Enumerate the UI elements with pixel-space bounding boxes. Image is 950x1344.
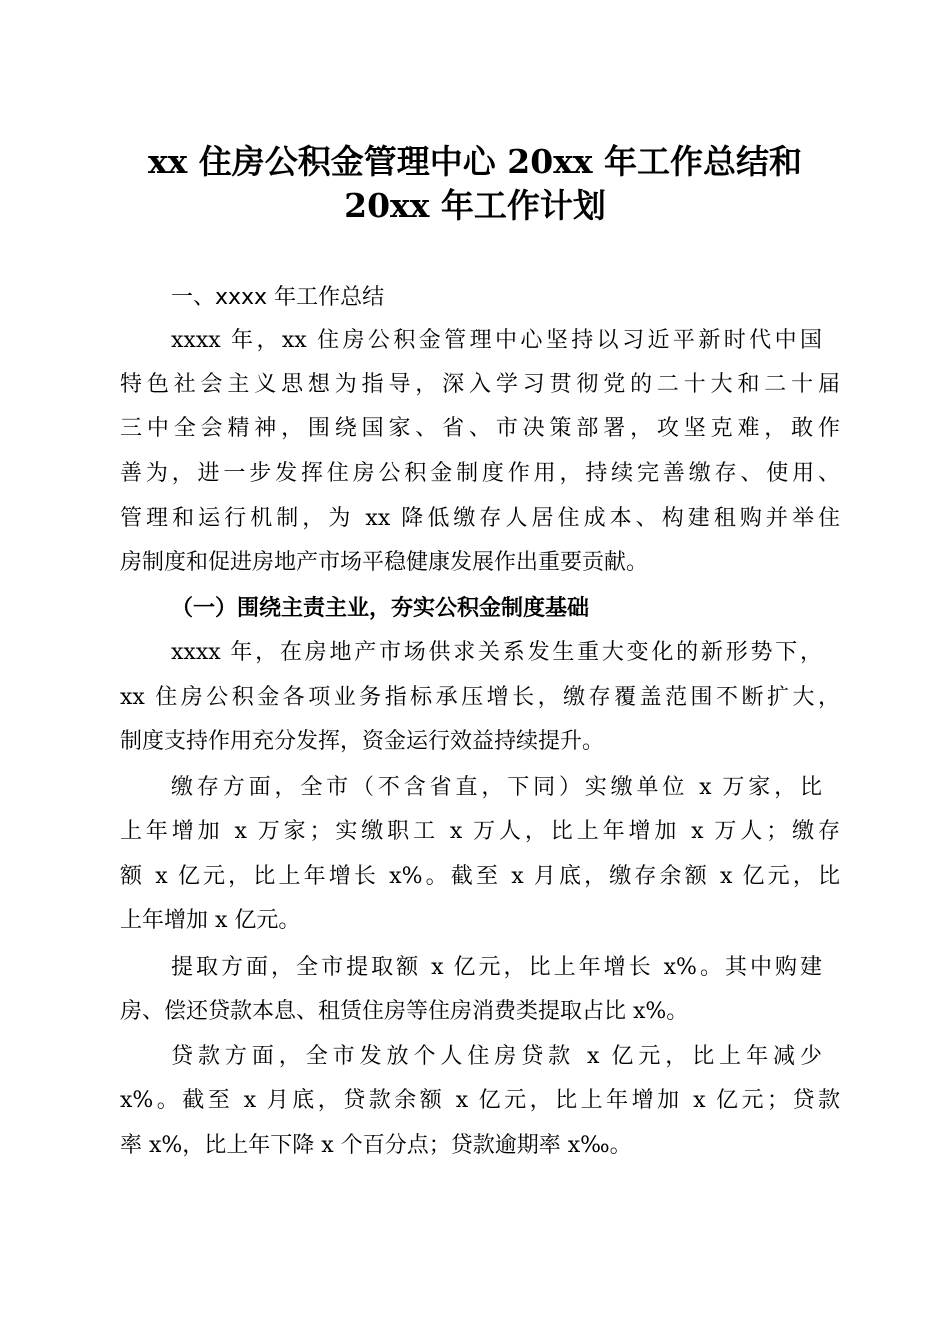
subsection-heading: （一）围绕主责主业，夯实公积金制度基础 xyxy=(171,595,590,621)
paragraph-line: 率 x%，比上年下降 x 个百分点；贷款逾期率 x‰。 xyxy=(120,1133,632,1158)
paragraph-line: 额 x 亿元，比上年增长 x%。截至 x 月底，缴存余额 x 亿元，比 xyxy=(120,864,840,889)
paragraph-line: 提取方面，全市提取额 x 亿元，比上年增长 x%。其中购建 xyxy=(171,955,822,980)
paragraph-line: xxxx 年，在房地产市场供求关系发生重大变化的新形势下， xyxy=(171,640,822,665)
document-title-line-2: 20xx 年工作计划 xyxy=(344,186,606,225)
paragraph-line: 贷款方面，全市发放个人住房贷款 x 亿元，比上年减少 xyxy=(171,1044,822,1069)
paragraph-line: 善为，进一步发挥住房公积金制度作用，持续完善缴存、使用、 xyxy=(120,461,840,486)
paragraph-line: 三中全会精神，围绕国家、省、市决策部署，攻坚克难，敢作 xyxy=(120,416,840,441)
paragraph-line: 制度支持作用充分发挥，资金运行效益持续提升。 xyxy=(120,729,605,754)
paragraph-line: xxxx 年，xx 住房公积金管理中心坚持以习近平新时代中国 xyxy=(171,328,822,353)
paragraph-line: xx 住房公积金各项业务指标承压增长，缴存覆盖范围不断扩大， xyxy=(120,685,840,710)
paragraph-line: 上年增加 x 万家；实缴职工 x 万人，比上年增加 x 万人；缴存 xyxy=(120,819,840,844)
paragraph-line: 房制度和促进房地产市场平稳健康发展作出重要贡献。 xyxy=(120,550,649,575)
section-heading: 一、xxxx 年工作总结 xyxy=(171,285,385,310)
paragraph-line: 房、偿还贷款本息、租赁住房等住房消费类提取占比 x%。 xyxy=(120,999,689,1024)
paragraph-line: 管理和运行机制，为 xx 降低缴存人居住成本、构建租购并举住 xyxy=(120,506,840,531)
paragraph-line: 上年增加 x 亿元。 xyxy=(120,908,301,933)
document-title-line-1: xx 住房公积金管理中心 20xx 年工作总结和 xyxy=(147,142,803,181)
paragraph-line: 缴存方面，全市（不含省直，下同）实缴单位 x 万家，比 xyxy=(171,775,822,800)
paragraph-line: x%。截至 x 月底，贷款余额 x 亿元，比上年增加 x 亿元；贷款 xyxy=(120,1088,840,1113)
paragraph-line: 特色社会主义思想为指导，深入学习贯彻党的二十大和二十届 xyxy=(120,372,840,397)
